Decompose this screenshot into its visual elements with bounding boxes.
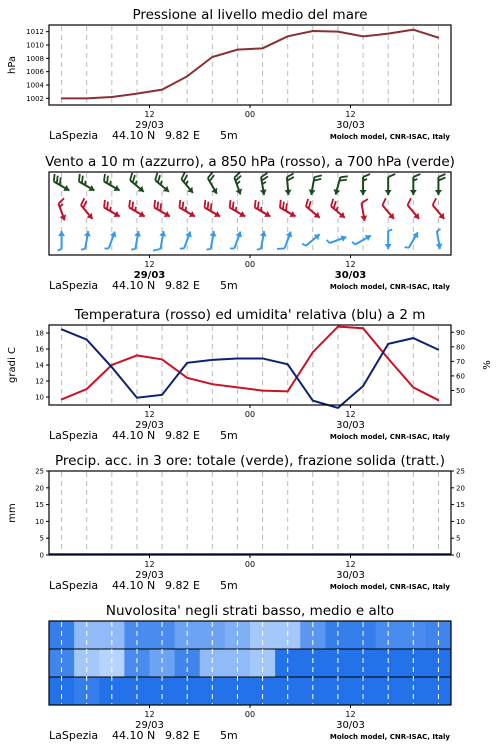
station-alt: 5m [220, 579, 238, 592]
humidity-point [186, 362, 188, 364]
cloud-cell-basso [124, 677, 150, 706]
pressure-point [337, 31, 339, 33]
wind-barb [352, 235, 371, 245]
date-label: 30/03 [336, 420, 365, 431]
pressure-point [438, 37, 440, 39]
humidity-point [362, 385, 364, 387]
date-label: 30/03 [335, 270, 367, 281]
barb-feather [339, 180, 347, 181]
pressure-point [161, 89, 163, 91]
humidity-point [312, 400, 314, 402]
barb-feather [131, 249, 135, 250]
temperature-point [438, 399, 440, 401]
panel-title: Temperatura (rosso) ed umidita' relativa (blu) a 2 m [74, 307, 426, 323]
barb-feather [104, 174, 105, 182]
panel-title: Precip. acc. in 3 ore: totale (verde), frazione solida (tratt.) [55, 453, 445, 469]
barb-feather [155, 173, 157, 180]
humidity-point [86, 339, 88, 341]
barb-feather [211, 203, 212, 211]
cloud-cell-basso [49, 677, 75, 706]
temperature-point [362, 327, 364, 329]
time-tick-label: 12 [345, 260, 355, 269]
date-label: 29/03 [135, 720, 164, 731]
temperature-line [62, 327, 439, 401]
date-label: 29/03 [135, 420, 164, 431]
y2-tick-label: 70 [456, 358, 465, 366]
barb-feather [388, 174, 395, 177]
temperature-point [86, 388, 88, 390]
model-credit: Moloch model, CNR-ISAC, Italy [330, 583, 451, 591]
cloud-cell-basso [175, 677, 201, 706]
time-tick-label: 12 [345, 560, 355, 569]
wind-barb [104, 232, 116, 249]
humidity-point [287, 363, 289, 365]
barb-feather [334, 201, 336, 208]
barb-feather [302, 244, 306, 246]
wind-barb [153, 231, 166, 250]
barb-feather [255, 200, 256, 208]
wind-barb [385, 174, 396, 195]
y-tick-label: 12 [35, 378, 44, 386]
pressure-point [362, 36, 364, 38]
barb-feather [207, 249, 211, 250]
date-label: 30/03 [336, 120, 365, 131]
barb-feather [237, 181, 240, 184]
pressure-point [212, 56, 214, 58]
temperature-point [186, 377, 188, 379]
wind-barb [360, 174, 371, 195]
barb-head [385, 190, 392, 195]
temperature-point [287, 391, 289, 393]
y-tick-label: 25 [35, 468, 44, 476]
barb-feather [85, 181, 86, 185]
y2-tick-label: 20 [456, 484, 465, 492]
wind-barb [81, 231, 91, 250]
pressure-point [237, 49, 239, 51]
time-tick-label: 12 [144, 110, 154, 119]
station-lon: 9.82 E [165, 429, 200, 442]
y2-axis-label: % [482, 360, 493, 370]
wind-barb [405, 232, 419, 248]
barb-feather [413, 174, 420, 177]
barb-feather [129, 200, 130, 208]
y-tick-label: 1008 [26, 55, 44, 63]
barb-feather [437, 229, 441, 231]
wind-barb [230, 232, 242, 249]
humidity-line [62, 329, 439, 408]
pressure-point [186, 76, 188, 78]
y-tick-label: 1002 [26, 95, 44, 103]
wind-barb [285, 173, 294, 195]
barb-feather [388, 230, 392, 232]
station-name: LaSpezia [49, 579, 98, 592]
model-credit: Moloch model, CNR-ISAC, Italy [330, 133, 451, 141]
cloud-cell-basso [376, 677, 402, 706]
y-axis-label: gradi C [7, 347, 18, 383]
barb-feather [104, 200, 105, 208]
temperature-point [413, 387, 415, 389]
barb-feather [363, 174, 370, 177]
time-tick-label: 00 [245, 410, 255, 419]
station-alt: 5m [220, 279, 238, 292]
model-credit: Moloch model, CNR-ISAC, Italy [330, 433, 451, 441]
barb-feather [157, 202, 158, 210]
barb-feather [236, 207, 237, 211]
humidity-point [111, 366, 113, 368]
y-axis-label: hPa [7, 56, 18, 74]
barb-feather [352, 242, 355, 245]
pressure-panel [7, 7, 451, 142]
pressure-point [387, 33, 389, 35]
temperature-point [312, 351, 314, 353]
wind-barb [410, 174, 421, 195]
date-label: 30/03 [336, 720, 365, 731]
wind-barb [360, 199, 368, 221]
humidity-point [262, 358, 264, 360]
barb-feather [233, 202, 234, 210]
wind-barb [277, 232, 292, 249]
wind-barb [327, 235, 347, 243]
station-name: LaSpezia [49, 129, 98, 142]
barb-feather [314, 175, 321, 177]
station-alt: 5m [220, 129, 238, 142]
barb-feather [340, 176, 348, 177]
barb-feather [130, 173, 132, 180]
y-tick-label: 14 [35, 362, 44, 370]
time-tick-label: 00 [245, 110, 255, 119]
cloud-cell-basso [250, 677, 276, 706]
time-tick-label: 12 [345, 710, 355, 719]
y-tick-label: 10 [35, 518, 44, 526]
barb-feather [82, 176, 83, 184]
cloud-cell-basso [426, 677, 452, 706]
barb-feather [79, 174, 80, 182]
date-label: 29/03 [134, 270, 166, 281]
barb-feather [57, 176, 58, 184]
barb-feather [306, 199, 308, 206]
humidity-point [161, 394, 163, 396]
y-tick-label: 5 [40, 535, 44, 543]
pressure-point [61, 98, 63, 100]
station-lon: 9.82 E [165, 279, 200, 292]
y2-tick-label: 10 [456, 518, 465, 526]
barb-feather [132, 202, 133, 210]
wind-barb [309, 175, 322, 194]
barb-feather [208, 202, 209, 210]
barb-feather [286, 203, 287, 211]
barb-feather [58, 249, 62, 251]
barb-feather [433, 198, 436, 205]
y2-tick-label: 5 [456, 535, 460, 543]
barb-feather [107, 202, 108, 210]
wind-barb [385, 230, 393, 250]
temperature-point [212, 383, 214, 385]
y-tick-label: 1004 [26, 82, 44, 90]
wind-barb [435, 174, 446, 195]
date-label: 29/03 [135, 570, 164, 581]
barb-feather [438, 178, 445, 181]
cloud-cell-basso [275, 677, 301, 706]
barb-head [58, 231, 65, 236]
y-axis-label: mm [7, 503, 18, 522]
time-tick-label: 00 [245, 710, 255, 719]
wind-panel [45, 154, 455, 292]
plot-frame [49, 25, 451, 105]
station-lat: 44.10 N [112, 129, 155, 142]
temperature-point [237, 387, 239, 389]
y-tick-label: 16 [35, 346, 44, 354]
barb-feather [60, 177, 61, 185]
barb-feather [258, 202, 259, 210]
y-tick-label: 0 [40, 552, 44, 560]
humidity-point [136, 397, 138, 399]
y2-tick-label: 25 [456, 468, 465, 476]
wind-barb [436, 229, 443, 249]
humidity-point [438, 349, 440, 351]
station-lat: 44.10 N [112, 279, 155, 292]
barb-feather [408, 198, 411, 205]
barb-feather [184, 175, 187, 182]
barb-feather [382, 198, 385, 205]
cloud-cell-basso [401, 677, 427, 706]
barb-feather [230, 200, 231, 208]
barb-feather [60, 204, 63, 207]
barb-feather [110, 207, 111, 211]
y2-tick-label: 80 [456, 343, 465, 351]
pressure-point [287, 36, 289, 38]
y2-tick-label: 60 [456, 372, 465, 380]
y2-tick-label: 90 [456, 329, 465, 337]
time-tick-label: 12 [144, 560, 154, 569]
barb-feather [110, 181, 111, 185]
pressure-point [86, 98, 88, 100]
humidity-point [387, 343, 389, 345]
y-tick-label: 1010 [26, 42, 44, 50]
barb-feather [179, 200, 180, 208]
y-tick-label: 15 [35, 501, 44, 509]
pressure-point [111, 96, 113, 98]
humidity-point [61, 329, 63, 331]
station-name: LaSpezia [49, 279, 98, 292]
barb-head [385, 244, 392, 249]
station-name: LaSpezia [49, 729, 98, 742]
humidity-point [413, 337, 415, 339]
barb-feather [54, 174, 55, 182]
barb-feather [154, 200, 155, 208]
station-lat: 44.10 N [112, 429, 155, 442]
station-lat: 44.10 N [112, 729, 155, 742]
station-alt: 5m [220, 729, 238, 742]
temperature-point [262, 390, 264, 392]
barb-feather [405, 247, 409, 248]
humidity-point [237, 358, 239, 360]
time-tick-label: 12 [345, 110, 355, 119]
barb-head [360, 190, 367, 195]
model-credit: Moloch model, CNR-ISAC, Italy [330, 283, 451, 291]
humidity-point [212, 359, 214, 361]
y2-tick-label: 50 [456, 387, 465, 395]
barb-head [285, 190, 292, 195]
wind-barb [257, 231, 267, 250]
barb-feather [327, 240, 330, 243]
panel-title: Vento a 10 m (azzurro), a 850 hPa (rosso), a 700 hPa (verde) [45, 154, 455, 170]
barb-feather [283, 202, 284, 210]
station-alt: 5m [220, 429, 238, 442]
temperature-point [161, 359, 163, 361]
barb-head [435, 190, 442, 195]
temperature-point [337, 326, 339, 328]
barb-feather [181, 172, 184, 179]
station-lat: 44.10 N [112, 579, 155, 592]
wind-barb [180, 232, 192, 249]
wind-barb [334, 176, 348, 194]
cloud-cell-basso [351, 677, 377, 706]
pressure-point [262, 48, 264, 50]
wind-barb [181, 172, 193, 193]
model-credit: Moloch model, CNR-ISAC, Italy [330, 733, 451, 741]
wind-barb [58, 231, 66, 251]
date-label: 30/03 [336, 570, 365, 581]
y-tick-label: 1006 [26, 68, 44, 76]
time-tick-label: 12 [144, 710, 154, 719]
barb-feather [261, 207, 262, 211]
humidity-point [337, 407, 339, 409]
plot-frame [49, 471, 451, 555]
cloud-panel [49, 603, 452, 742]
wind-barb [81, 198, 93, 219]
y-tick-label: 10 [35, 394, 44, 402]
barb-feather [309, 201, 311, 208]
cloud-cell-basso [225, 677, 251, 706]
wind-barb [234, 172, 242, 194]
temperature-point [136, 355, 138, 357]
panel-title: Pressione al livello medio del mare [132, 7, 367, 23]
station-lon: 9.82 E [165, 729, 200, 742]
y-tick-label: 1012 [26, 28, 44, 36]
wind-barb [302, 234, 320, 246]
barb-feather [135, 207, 136, 211]
barb-feather [280, 200, 281, 208]
barb-feather [361, 199, 367, 203]
y-tick-label: 18 [35, 330, 44, 338]
station-lon: 9.82 E [165, 579, 200, 592]
time-tick-label: 12 [144, 410, 154, 419]
precipitation-panel [7, 453, 465, 592]
barb-feather [133, 175, 135, 182]
barb-feather [107, 176, 108, 184]
barb-feather [81, 198, 84, 205]
cloud-cell-basso [74, 677, 100, 706]
wind-barb [207, 231, 217, 250]
barb-feather [153, 249, 160, 251]
time-tick-label: 00 [245, 560, 255, 569]
barb-feather [182, 202, 183, 210]
temperature-point [387, 358, 389, 360]
cloud-cell-basso [150, 677, 176, 706]
barb-feather [160, 203, 161, 211]
cloud-cell-basso [200, 677, 226, 706]
pressure-point [413, 29, 415, 31]
y2-tick-label: 15 [456, 501, 465, 509]
cloud-cell-basso [99, 677, 125, 706]
y-tick-label: 20 [35, 484, 44, 492]
wind-barb [58, 198, 66, 220]
barb-feather [185, 207, 186, 211]
cloud-cell-basso [300, 677, 326, 706]
pressure-point [312, 30, 314, 32]
barb-feather [257, 249, 261, 250]
pressure-line [62, 30, 439, 99]
temperature-point [61, 399, 63, 401]
barb-feather [438, 174, 445, 177]
barb-feather [158, 175, 160, 182]
barb-feather [83, 201, 86, 208]
panel-title: Nuvolosita' negli strati basso, medio e alto [106, 603, 394, 619]
station-lon: 9.82 E [165, 129, 200, 142]
time-tick-label: 00 [245, 260, 255, 269]
cloud-cell-basso [325, 677, 351, 706]
wind-barb [260, 173, 268, 195]
barb-feather [331, 199, 333, 206]
barb-head [410, 190, 417, 195]
wind-barb [131, 231, 141, 250]
time-tick-label: 12 [345, 410, 355, 419]
y2-tick-label: 0 [456, 552, 460, 560]
temp-humidity-panel [7, 307, 493, 442]
barb-feather [81, 249, 85, 250]
pressure-point [136, 93, 138, 95]
time-tick-label: 12 [144, 260, 154, 269]
barb-feather [205, 200, 206, 208]
station-name: LaSpezia [49, 429, 98, 442]
date-label: 29/03 [135, 120, 164, 131]
barb-feather [287, 177, 294, 181]
